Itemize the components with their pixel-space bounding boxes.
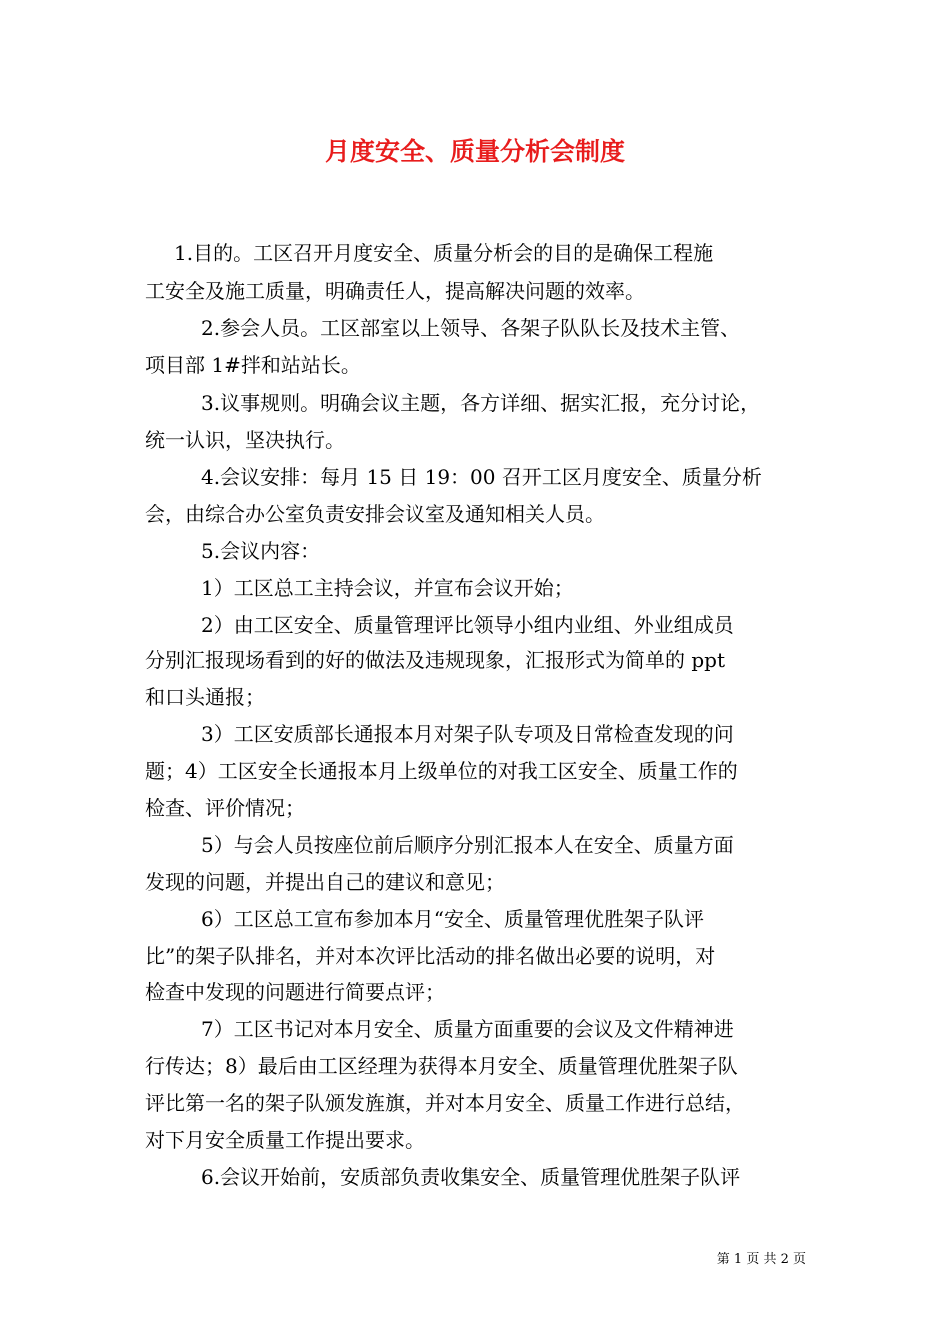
- paragraph-line: 行传达；8）最后由工区经理为获得本月安全、质量管理优胜架子队: [145, 1054, 738, 1078]
- paragraph-line: 统一认识，坚决执行。: [145, 428, 345, 452]
- paragraph-line: 比”的架子队排名，并对本次评比活动的排名做出必要的说明，对: [145, 944, 716, 968]
- paragraph-line: 4.会议安排：每月 15 日 19：00 召开工区月度安全、质量分析: [201, 465, 762, 489]
- paragraph-line: 检查中发现的问题进行简要点评；: [145, 980, 445, 1004]
- paragraph-line: 5）与会人员按座位前后顺序分别汇报本人在安全、质量方面: [201, 833, 734, 857]
- paragraph-line: 题；4）工区安全长通报本月上级单位的对我工区安全、质量工作的: [145, 759, 738, 783]
- paragraph-line: 1）工区总工主持会议，并宣布会议开始；: [201, 576, 574, 600]
- paragraph-line: 2.参会人员。工区部室以上领导、各架子队队长及技术主管、: [201, 316, 741, 340]
- paragraph-line: 分别汇报现场看到的好的做法及违规现象，汇报形式为简单的 ppt: [145, 648, 725, 672]
- paragraph-line: 项目部 1#拌和站站长。: [145, 353, 361, 377]
- paragraph-line: 1.目的。工区召开月度安全、质量分析会的目的是确保工程施: [174, 241, 714, 265]
- paragraph-line: 和口头通报；: [145, 685, 265, 709]
- page-number-footer: 第 1 页 共 2 页: [716, 1252, 806, 1267]
- paragraph-line: 对下月安全质量工作提出要求。: [145, 1128, 425, 1152]
- paragraph-line: 会，由综合办公室负责安排会议室及通知相关人员。: [145, 502, 605, 526]
- paragraph-line: 检查、评价情况；: [145, 796, 305, 820]
- paragraph-line: 6）工区总工宣布参加本月“安全、质量管理优胜架子队评: [201, 907, 704, 931]
- paragraph-line: 3）工区安质部长通报本月对架子队专项及日常检查发现的问: [201, 722, 734, 746]
- paragraph-line: 6.会议开始前，安质部负责收集安全、质量管理优胜架子队评: [201, 1165, 741, 1189]
- paragraph-line: 评比第一名的架子队颁发旌旗，并对本月安全、质量工作进行总结，: [145, 1091, 745, 1115]
- paragraph-line: 2）由工区安全、质量管理评比领导小组内业组、外业组成员: [201, 613, 734, 637]
- document-title: 月度安全、质量分析会制度: [324, 137, 625, 166]
- paragraph-line: 3.议事规则。明确会议主题，各方详细、据实汇报，充分讨论，: [201, 391, 761, 415]
- paragraph-line: 工安全及施工质量，明确责任人，提高解决问题的效率。: [145, 279, 645, 303]
- paragraph-line: 7）工区书记对本月安全、质量方面重要的会议及文件精神进: [201, 1017, 734, 1041]
- paragraph-line: 发现的问题，并提出自己的建议和意见；: [145, 870, 505, 894]
- paragraph-line: 5.会议内容：: [201, 539, 321, 563]
